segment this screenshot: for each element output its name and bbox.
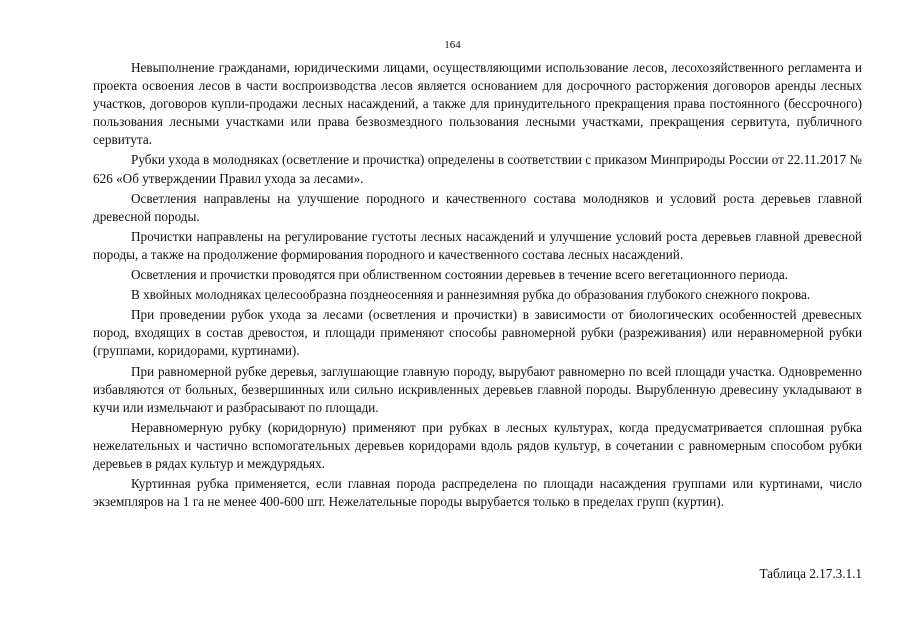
- paragraph-conifer-timing: В хвойных молодняках целесообразна позднеосенняя и раннезимняя рубка до образования глубокого снежного покрова.: [131, 287, 811, 303]
- page-number: 164: [444, 39, 461, 51]
- paragraph-cleaning-purpose: Прочистки направлены на регулирование густоты лесных насаждений и улучшение условий роста деревьев главной древесной породы, а также на продолжение формирования породного и качественного состава лесных насаждений.: [93, 228, 862, 262]
- paragraph-timing: Осветления и прочистки проводятся при облиственном состоянии деревьев в течение всего вегетационного периода.: [131, 267, 789, 283]
- paragraph-reforestation-violation: Невыполнение гражданами, юридическими лицами, осуществляющими использование лесов, лесохозяйственного регламента и проекта освоения лесов в части воспроизводства лесов является основанием для досрочного расторжения договоров аренды лесных участков, договоров купли-продажи лесных насаждений, а также для принудительного прекращения права постоянного (бессрочного) пользования лесными участками или права безвозмездного пользования лесными участками, прекращения сервитута, публичного сервитута.: [93, 60, 862, 148]
- paragraph-clearing-purpose: Осветления направлены на улучшение породного и качественного состава молодняков и условий роста деревьев главной древесной породы.: [93, 190, 862, 224]
- paragraph-uniform-cutting: При равномерной рубке деревья, заглушающие главную породу, вырубают равномерно по всей площади участка. Одновременно избавляются от больных, безвершинных или сильно искривленных деревьев главной породы. Вырубленную древесину укладывают в кучи или измельчают и разбрасывают по площади.: [93, 363, 862, 415]
- document-body: [93, 59, 862, 513]
- paragraph-thinning-regulation: Рубки ухода в молодняках (осветление и прочистка) определены в соответствии с приказом Минприроды России от 22.11.2017 № 626 «Об утверждении Правил ухода за лесами».: [93, 152, 862, 186]
- paragraph-group-cutting: Куртинная рубка применяется, если главная порода распределена по площади насаждения группами или куртинами, число экземпляров на 1 га не менее 400-600 шт. Нежелательные породы вырубается только в пределах групп (куртин).: [93, 476, 862, 510]
- paragraph-methods: При проведении рубок ухода за лесами (осветления и прочистки) в зависимости от биологических особенностей древесных пород, входящих в состав древостоя, и площади применяют способы равномерной рубки (разреживания) или неравномерной рубки (группами, коридорами, куртинами).: [93, 307, 862, 359]
- table-caption: Таблица 2.17.3.1.1: [759, 566, 862, 581]
- paragraph-corridor-cutting: Неравномерную рубку (коридорную) применяют при рубках в лесных культурах, когда предусматривается сплошная рубка нежелательных и частично вспомогательных деревьев коридорами вдоль рядов культур, в сочетании с равномерным способом рубки деревьев в рядах культур и междурядьях.: [93, 419, 862, 471]
